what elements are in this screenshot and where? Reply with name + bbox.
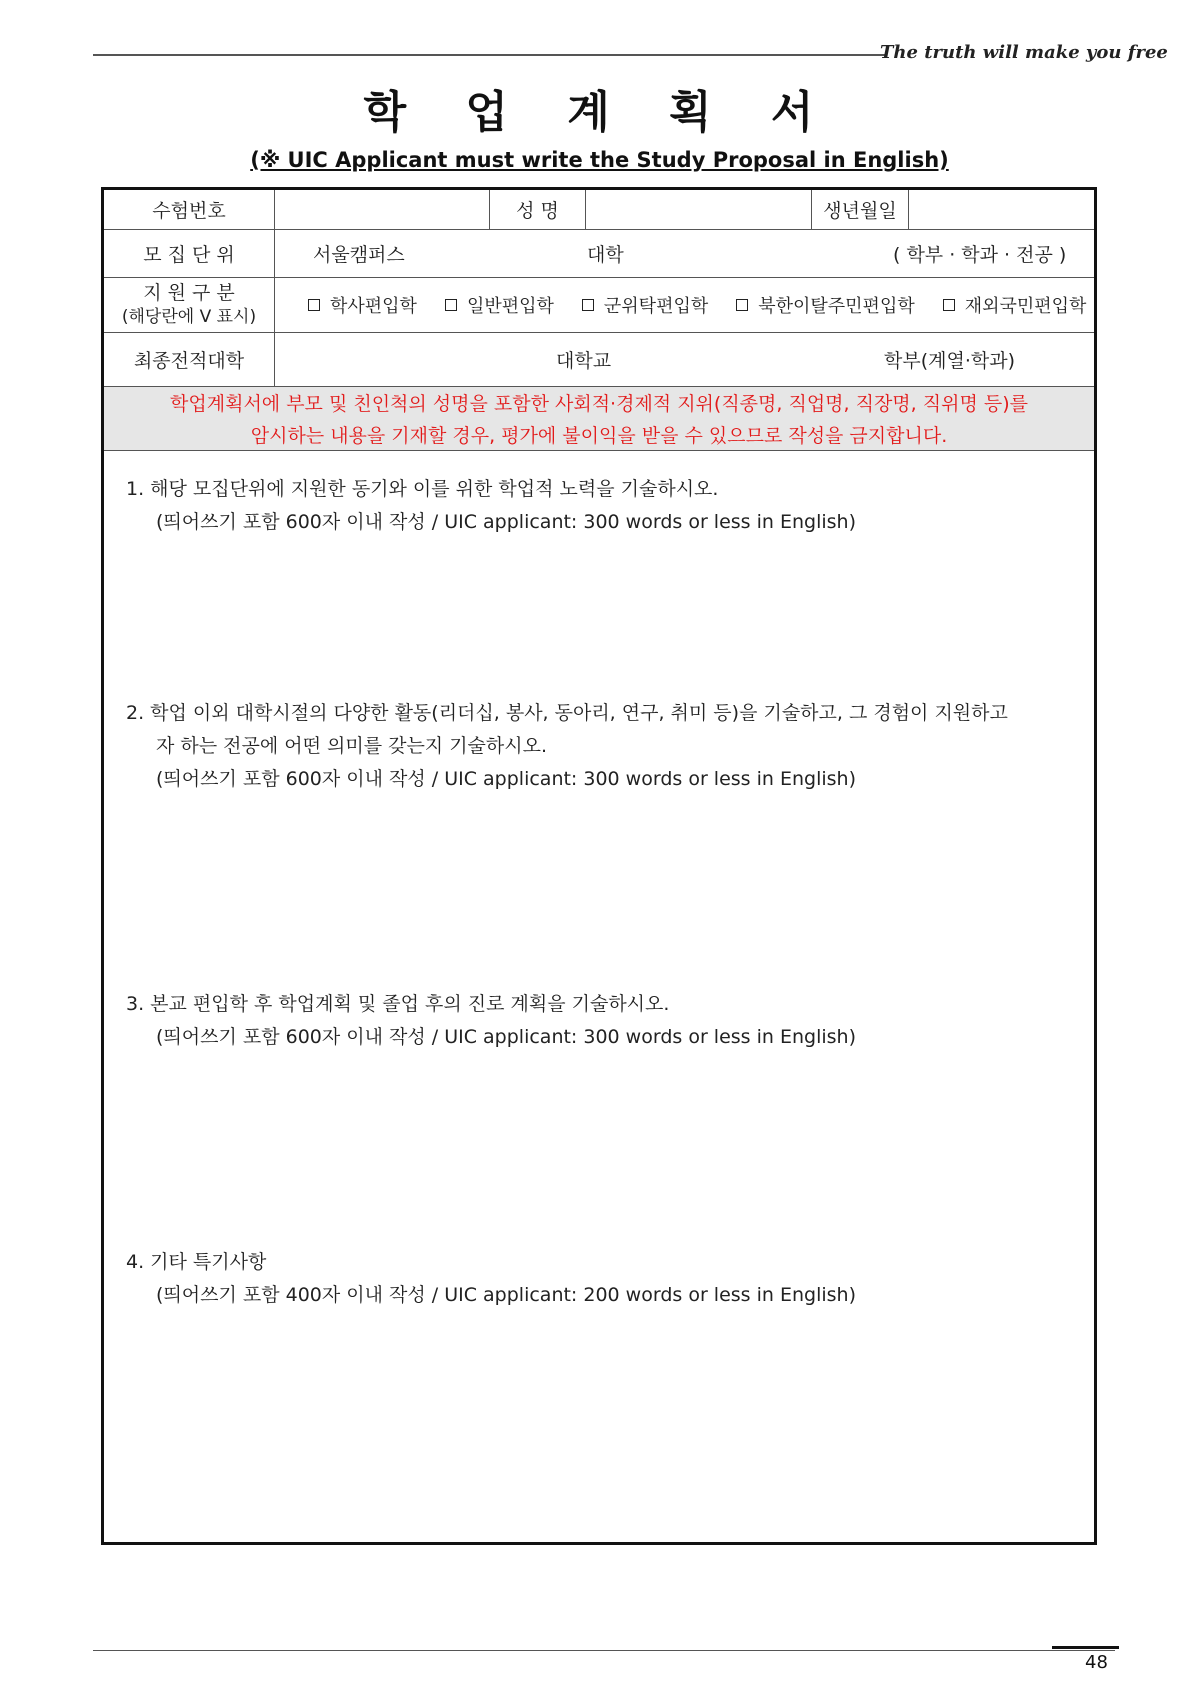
question-2-note: (띄어쓰기 포함 600자 이내 작성 / UIC applicant: 300 words or less in English) [156, 768, 856, 790]
question-3-text: 3. 본교 편입학 후 학업계획 및 졸업 후의 진로 계획을 기술하시오. [126, 993, 670, 1015]
privacy-notice [104, 387, 1094, 451]
row-previous-university [104, 333, 1094, 387]
campus-text: 서울캠퍼스 [313, 244, 405, 266]
study-plan-form [101, 187, 1097, 1545]
question-1-text: 1. 해당 모집단위에 지원한 동기와 이를 위한 학업적 노력을 기술하시오. [126, 478, 719, 500]
option-general-transfer[interactable]: 일반편입학 [445, 292, 554, 318]
birthdate-label: 생년월일 [811, 190, 908, 229]
option-military-transfer[interactable]: 군위탁편입학 [582, 292, 708, 318]
notice-line-1: 학업계획서에 부모 및 친인척의 성명을 포함한 사회적·경제적 지위(직종명, 직업명, 직장명, 직위명 등)를 [170, 393, 1028, 415]
option-overseas-transfer[interactable]: 재외국민편입학 [943, 292, 1087, 318]
checkbox-icon[interactable] [308, 299, 320, 311]
question-3 [126, 988, 856, 1054]
page-title: 학 업 계 획 서 [363, 87, 836, 138]
birthdate-field[interactable] [908, 190, 1094, 229]
option-bachelor-transfer[interactable]: 학사편입학 [308, 292, 417, 318]
notice-line-2: 암시하는 내용을 기재할 경우, 평가에 불이익을 받을 수 있으므로 작성을 금지합니다. [250, 425, 948, 447]
checkbox-icon[interactable] [582, 299, 594, 311]
checkbox-icon[interactable] [943, 299, 955, 311]
header-rule [93, 54, 885, 56]
exam-number-field[interactable] [274, 190, 489, 229]
university-dept-text: 학부(계열·학과) [884, 350, 1015, 372]
header-motto: The truth will make you free [880, 42, 1168, 63]
recruit-unit-field[interactable] [274, 230, 1094, 277]
question-2-text: 2. 학업 이외 대학시절의 다양한 활동(리더십, 봉사, 동아리, 연구, 취미 등)을 기술하고, 그 경험이 지원하고 [126, 702, 1008, 724]
footer-tab-mark [1052, 1646, 1119, 1649]
university-text: 대학교 [556, 350, 612, 372]
application-type-options [274, 278, 1094, 332]
name-label: 성 명 [489, 190, 585, 229]
recruit-unit-label: 모 집 단 위 [143, 244, 235, 266]
question-4 [126, 1246, 856, 1312]
college-text: 대학 [587, 244, 624, 266]
question-2-text-cont: 자 하는 전공에 어떤 의미를 갖는지 기술하시오. [156, 735, 548, 757]
question-3-note: (띄어쓰기 포함 600자 이내 작성 / UIC applicant: 300 words or less in English) [156, 1026, 856, 1048]
row-application-type [104, 278, 1094, 333]
previous-university-label: 최종전적대학 [133, 350, 245, 372]
row-recruit-unit [104, 230, 1094, 278]
question-4-note: (띄어쓰기 포함 400자 이내 작성 / UIC applicant: 200 words or less in English) [156, 1284, 856, 1306]
question-1 [126, 473, 856, 539]
row-exam-info [104, 190, 1094, 230]
checkbox-icon[interactable] [736, 299, 748, 311]
application-type-hint: (해당란에 V 표시) [121, 307, 257, 327]
exam-number-label: 수험번호 [152, 200, 226, 222]
question-4-text: 4. 기타 특기사항 [126, 1251, 267, 1273]
question-2 [126, 697, 1094, 796]
question-1-note: (띄어쓰기 포함 600자 이내 작성 / UIC applicant: 300 words or less in English) [156, 511, 856, 533]
previous-university-field[interactable] [274, 333, 1094, 386]
checkbox-icon[interactable] [445, 299, 457, 311]
name-field[interactable] [585, 190, 811, 229]
application-type-title: 지 원 구 분 [143, 282, 235, 304]
footer-rule [93, 1650, 1115, 1651]
page-number: 48 [1085, 1652, 1108, 1673]
dept-text: ( 학부 · 학과 · 전공 ) [893, 244, 1067, 266]
option-defector-transfer[interactable]: 북한이탈주민편입학 [736, 292, 915, 318]
page-subtitle: (※ UIC Applicant must write the Study Proposal in English) [250, 148, 949, 172]
application-type-label [104, 278, 274, 332]
